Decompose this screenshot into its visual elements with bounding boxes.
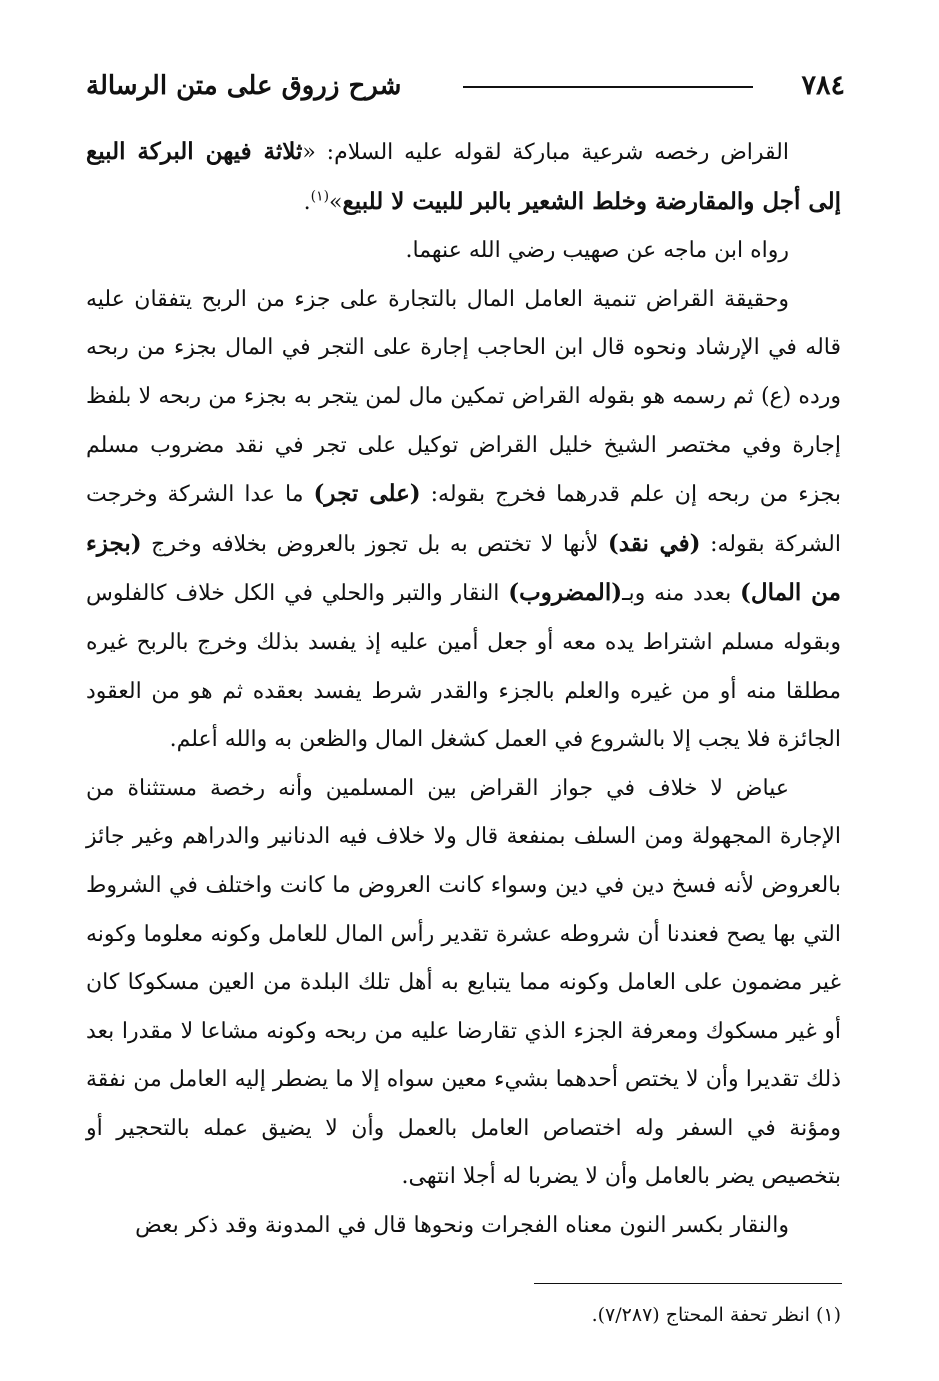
p1-close: » <box>329 189 343 215</box>
hadith-text: ثلاثة فيهن البركة البيع إلى أجل والمقارضة وخلط الشعير بالبر للبيت لا للبيع <box>86 138 841 215</box>
paragraph-3 <box>86 276 841 765</box>
term-bi-juz-min-al-mal: (بجزء من المال) <box>86 529 841 607</box>
term-ala-tajr: (على تجر) <box>313 480 421 508</box>
running-header <box>86 68 845 108</box>
p1-lead: القراض رخصه شرعية مباركة لقوله عليه السلام: « <box>302 140 790 165</box>
p3-text-2: ما عدا الشركة وخرجت الشركة بقوله: <box>86 482 841 557</box>
p1-end: . <box>303 189 311 215</box>
page-number: ٧٨٤ <box>801 70 845 101</box>
p3-text-3: لأنها لا تختص به بل تجوز بالعروض بخلافه وخرج <box>141 531 608 557</box>
term-fi-naqd: (في نقد) <box>607 529 701 557</box>
paragraph-2: رواه ابن ماجه عن صهيب رضي الله عنهما. <box>405 238 789 264</box>
p3-text-5: النقار والتبر والحلي في الكل خلاف كالفلوس وبقوله مسلم اشتراط يده معه أو جعل أمين عليه إذ يفسد بذلك وخرج بالربح غيره مطلقا منه أو من غيره والعلم بالجزء والقدر شرط يفسد بعقده ثم هو من العقود الجائزة فلا يجب إلا بالشروع في العمل كشغل المال والظعن به والله أعلم. <box>86 581 841 753</box>
p3-text-1: وحقيقة القراض تنمية العامل المال بالتجارة على جزء من الربح يتفقان عليه قاله في الإرشاد ونحوه قال ابن الحاجب إجارة على التجر في المال بجزء من ربحه ورده (ع) ثم رسمه هو بقوله القراض تمكين مال لمن يتجر به بجزء من ربحه لا بلفظ إجارة وفي مختصر الشيخ خليل القراض توكيل على تجر في نقد مضروب مسلم بجزء من ربحه إن علم قدرهما فخرج بقوله: <box>86 286 841 508</box>
paragraph-4: عياض لا خلاف في جواز القراض بين المسلمين وأنه رخصة مستثناة من الإجارة المجهولة ومن السلف بمنفعة قال ولا خلاف فيه الدنانير والدراهم وغير جائز بالعروض لأنه فسخ دين في دين وسواء كانت العروض ما كانت واختلف في الشروط التي بها يصح فعندنا أن شروطه عشرة تقدير رأس المال للعامل وكونه معلوما وكونه غير مضمون على العامل وكونه مما يتبايع به أهل تلك البلدة من العين مسكوكا كان أو غير مسكوك ومعرفة الجزء الذي تقارضا عليه من ربحه وكونه مشاعا لا مقدرا بعد ذلك تقديرا وأن لا يختص أحدهما بشيء معين سواه إلا ما يضطر إليه العامل من نفقة ومؤنة في السفر وله اختصاص العامل بالعمل وأن لا يضيق عمله بالتحجير أو بتخصيص يضر بالعامل وأن لا يضربا له أجلا انتهى. <box>86 775 842 1190</box>
book-title: شرح زروق على متن الرسالة <box>86 71 402 101</box>
paragraph-5: والنقار بكسر النون معناه الفجرات ونحوها قال في المدونة وقد ذكر بعض <box>135 1213 789 1239</box>
p3-text-4: بعدد منه وبـ <box>622 581 741 607</box>
header-rule <box>463 86 753 88</box>
footnote-reference: (١) <box>310 188 330 205</box>
footnote-separator <box>534 1283 842 1284</box>
term-al-madrub: (المضروب) <box>508 579 623 607</box>
main-text <box>86 128 841 1251</box>
paragraph-1 <box>86 128 841 227</box>
footnote: (١) انظر تحفة المحتاج (٧/٢٨٧). <box>591 1304 841 1326</box>
